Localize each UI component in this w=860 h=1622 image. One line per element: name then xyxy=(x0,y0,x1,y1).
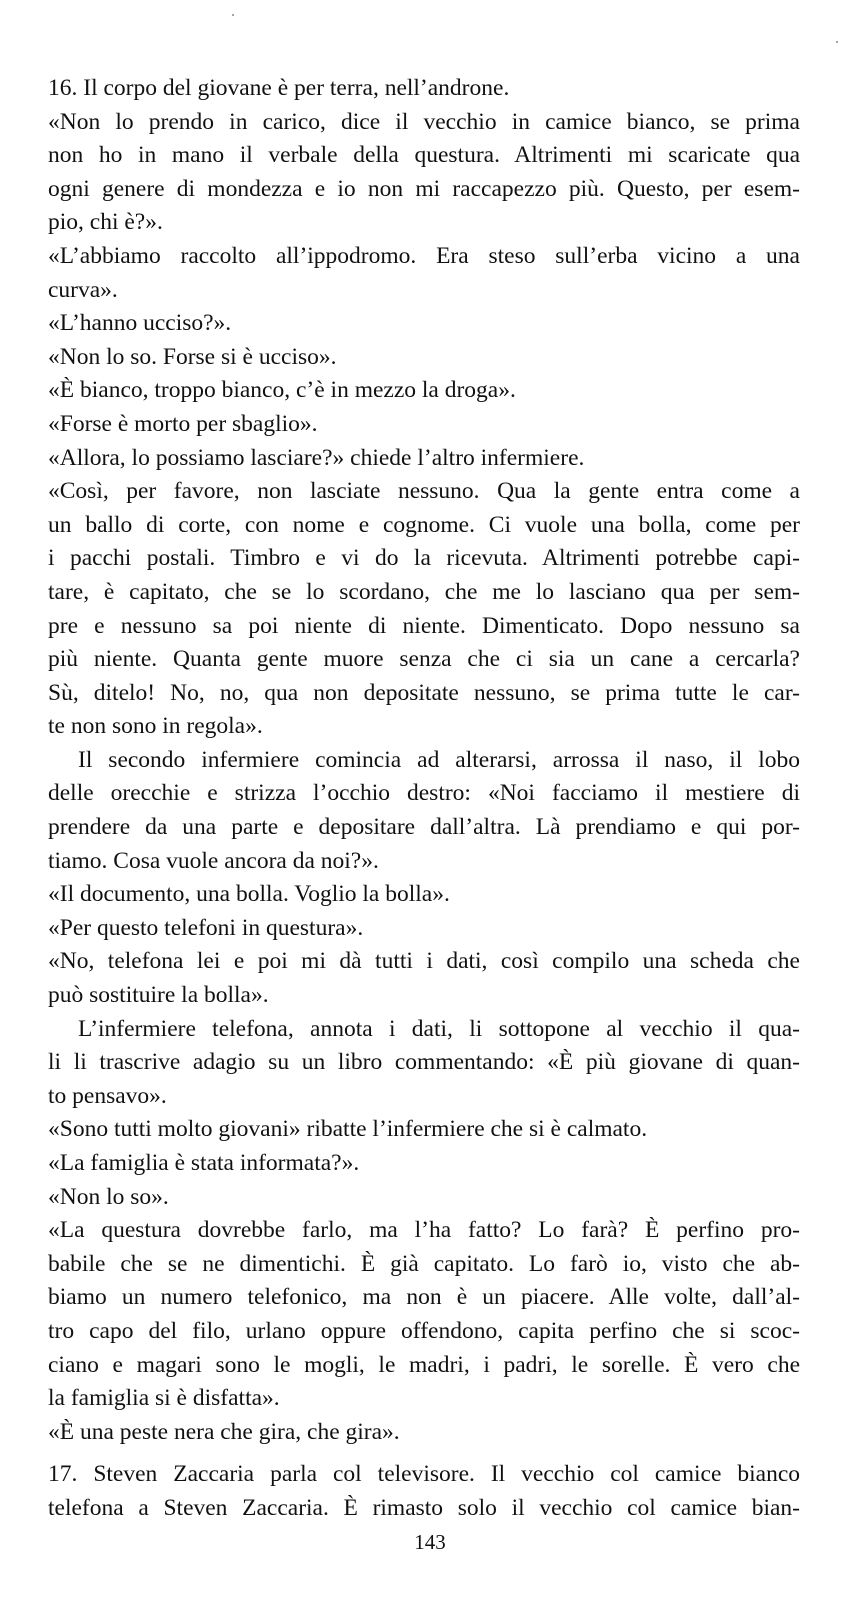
text-line: «Non lo prendo in carico, dice il vecchio in camice bianco, se prima xyxy=(48,108,800,135)
text-line: delle orecchie e strizza l’occhio destro: «Noi facciamo il mestiere di xyxy=(48,780,800,807)
text-line: più niente. Quanta gente muore senza che ci sia un cane a cercarla? xyxy=(48,646,800,673)
text-line: «No, telefona lei e poi mi dà tutti i dati, così compilo una scheda che xyxy=(48,948,800,975)
text-line: «È bianco, troppo bianco, c’è in mezzo la droga». xyxy=(48,377,516,404)
text-line: la famiglia si è disfatta». xyxy=(48,1385,280,1412)
body-text xyxy=(48,72,800,1526)
text-line: pio, chi è?». xyxy=(48,209,163,236)
text-line: «La questura dovrebbe farlo, ma l’ha fatto? Lo farà? È perfino pro- xyxy=(48,1217,800,1244)
text-line: ciano e magari sono le mogli, le madri, i padri, le sorelle. È vero che xyxy=(48,1351,800,1378)
text-line: i pacchi postali. Timbro e vi do la ricevuta. Altrimenti potrebbe capi- xyxy=(48,545,800,572)
paper-speck xyxy=(836,41,838,43)
text-line: «Forse è morto per sbaglio». xyxy=(48,410,318,437)
text-line: «La famiglia è stata informata?». xyxy=(48,1150,360,1176)
text-line: Il secondo infermiere comincia ad alterarsi, arrossa il naso, il lobo xyxy=(78,746,800,773)
text-line: to pensavo». xyxy=(48,1082,167,1109)
text-line: «Sono tutti molto giovani» ribatte l’infermiere che si è calmato. xyxy=(48,1116,648,1143)
text-line: tro capo del filo, urlano oppure offendono, capita perfino che si scoc- xyxy=(48,1317,800,1344)
text-line: «Così, per favore, non lasciate nessuno. Qua la gente entra come a xyxy=(48,478,800,505)
text-line: tiamo. Cosa vuole ancora da noi?». xyxy=(48,847,379,874)
text-line: «L’abbiamo raccolto all’ippodromo. Era steso sull’erba vicino a una xyxy=(48,242,800,269)
text-line: Sù, ditelo! No, no, qua non depositate nessuno, se prima tutte le car- xyxy=(48,679,800,706)
text-line: li li trascrive adagio su un libro commentando: «È più giovane di quan- xyxy=(48,1049,800,1076)
text-line: «È una peste nera che gira, che gira». xyxy=(48,1418,400,1445)
text-line: tare, è capitato, che se lo scordano, che me lo lasciano qua per sem- xyxy=(48,578,800,605)
text-line: ogni genere di mondezza e io non mi raccapezzo più. Questo, per esem- xyxy=(48,175,800,202)
text-line: può sostituire la bolla». xyxy=(48,982,269,1009)
text-line: non ho in mano il verbale della questura. Altrimenti mi scaricate qua xyxy=(48,142,800,169)
text-line: pre e nessuno sa poi niente di niente. Dimenticato. Dopo nessuno sa xyxy=(48,612,800,639)
page-number: 143 xyxy=(414,1530,446,1554)
text-line: L’infermiere telefona, annota i dati, li sottopone al vecchio il qua- xyxy=(78,1015,800,1042)
text-line: 16. Il corpo del giovane è per terra, nell’androne. xyxy=(48,75,510,101)
text-line: telefona a Steven Zaccaria. È rimasto solo il vecchio col camice bian- xyxy=(48,1494,800,1521)
text-line: «L’hanno ucciso?». xyxy=(48,310,232,337)
paper-speck xyxy=(232,14,234,16)
text-line: biamo un numero telefonico, ma non è un piacere. Alle volte, dall’al- xyxy=(48,1284,800,1311)
text-line: un ballo di corte, con nome e cognome. Ci vuole una bolla, come per xyxy=(48,511,800,538)
text-line: prendere da una parte e depositare dall’altra. Là prendiamo e qui por- xyxy=(48,814,800,841)
text-line: «Non lo so». xyxy=(48,1183,169,1210)
text-line: babile che se ne dimentichi. È già capitato. Lo farò io, visto che ab- xyxy=(48,1250,800,1277)
text-line: «Non lo so. Forse si è ucciso». xyxy=(48,343,337,370)
text-line: curva». xyxy=(48,276,118,303)
text-line: «Il documento, una bolla. Voglio la bolla». xyxy=(48,881,450,908)
text-line: te non sono in regola». xyxy=(48,713,263,740)
text-line: «Per questo telefoni in questura». xyxy=(48,914,364,941)
text-line: «Allora, lo possiamo lasciare?» chiede l’altro infermiere. xyxy=(48,444,585,471)
text-line: 17. Steven Zaccaria parla col televisore. Il vecchio col camice bianco xyxy=(48,1461,800,1488)
